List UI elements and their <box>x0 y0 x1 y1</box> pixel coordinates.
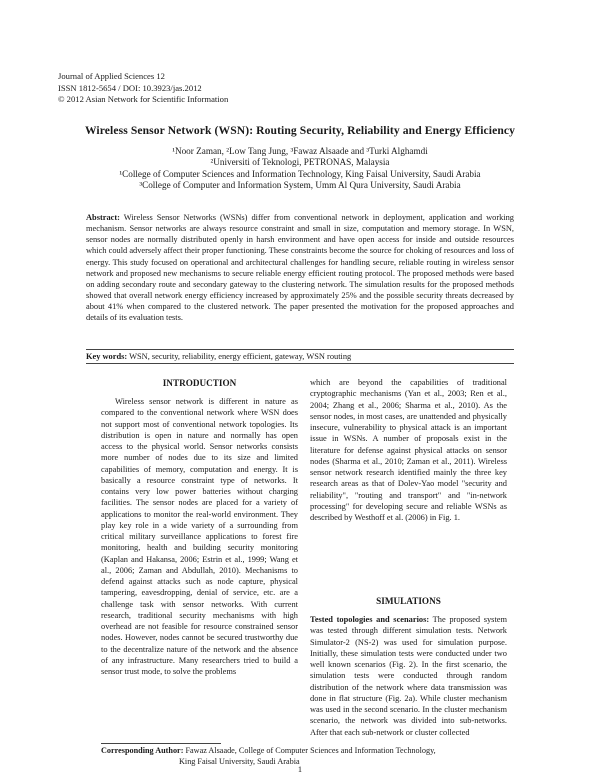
abstract-label: Abstract: <box>86 213 120 222</box>
simulations-text: The proposed system was tested through different simulation tests. Network Simulator-2 (NS-2) was used for simulation purpose. Initially, these simulation tests were conducted under two well known scenarios (Fig. 2). In the first scenario, the simulation tests were conducted through random distribution of the network where data transmission was done in flat structure (Fig. 2a). While cluster mechanism was used in the second scenario. In the cluster mechanism scenario, the network was divided into sub-networks. After that each sub-network or cluster collected <box>310 615 508 737</box>
affiliation-2: ¹College of Computer Sciences and Information Technology, King Faisal University, Saudi Arabia <box>119 168 481 179</box>
author-block <box>40 146 560 191</box>
intro-paragraph: Wireless sensor network is different in nature as compared to the conventional network where WSN does not support most of conventional network topologies. Its distribution is open in nature and normally has open access to the physical world. Sensor networks consists more number of nodes due to its size and limited capabilities of memory, computation and energy. It is basically a resource constraint type of networks. It contains very low power batteries without charging facilities. The sensor nodes are placed for a variety of applications to monitor the real-world environment. They play key role in a wide variety of a surrounding from critical military surveillance applications to forest fire monitoring, health and building security monitoring (Kaplan and Hakansa, 2006; Estrin et al., 1999; Wang et al., 2006; Zaman and Abdullah, 2010). Mechanisms to defend against attacks such as node capture, physical tampering, eavesdropping, denial of service, etc. are a challenge task with sensor networks. With current research, traditional security mechanisms with high overhead are not feasible for resource constrained sensor nodes. However, nodes cannot be secured trustworthy due to the decentralize nature of the network and the absence of any infrastructure. Many researchers tried to build a sensor trust mode, to solve the problems <box>101 397 298 676</box>
page-number: 1 <box>297 765 303 774</box>
keywords-text: WSN, security, reliability, energy efficient, gateway, WSN routing <box>127 352 352 361</box>
footnote-text: Fawaz Alsaade, College of Computer Sciences and Information Technology, <box>183 746 436 755</box>
left-column <box>101 396 298 739</box>
footnote-label: Corresponding Author: <box>101 746 184 755</box>
abstract-text: Wireless Sensor Networks (WSNs) differ from conventional network in deployment, application and working mechanism. Sensor networks are always resource constraint and small in size, computation and memory storage. In WSN, sensor nodes are normally distributed openly in harsh environment and have open access for inside and outside resources which could adversely affect their proper functioning. These constraints become the source for choking of resources and loss of energy. This study focused on operational and architectural challenges for handling secure, reliable routing in wireless sensor network and proposed new mechanisms to secure reliable energy efficient routing protocol. The proposed methods were based on adding secondary route and secondary gateway to the clustering network. The simulation results for the proposed methods showed that overall network energy efficiency increased by approximately 25% and the possible security threats decreased by about 41% when compared to the clustered network. The paper presented the motivation for the proposed approaches and details of its evaluation tests. <box>86 213 514 323</box>
affiliation-1: ²Universiti of Teknologi, PETRONAS, Malaysia <box>210 157 390 168</box>
keywords-top-rule <box>86 349 514 350</box>
author-names: ¹Noor Zaman, ²Low Tang Jung, ³Fawaz Alsaade and ³Turki Alghamdi <box>172 146 428 156</box>
simulations-column <box>310 614 507 739</box>
journal-copyright: © 2012 Asian Network for Scientific Information <box>58 94 229 104</box>
journal-header <box>58 71 228 106</box>
section-heading-simulations: SIMULATIONS <box>376 596 441 606</box>
journal-name: Journal of Applied Sciences 12 <box>58 71 165 81</box>
footnote-address: King Faisal University, Saudi Arabia <box>179 756 300 766</box>
footnote-rule <box>101 743 221 744</box>
section-heading-introduction: INTRODUCTION <box>162 378 237 388</box>
corresponding-author-note <box>101 746 511 767</box>
affiliation-3: ³College of Computer and Information System, Umm Al Qura University, Saudi Arabia <box>139 179 461 190</box>
simulations-paragraph <box>310 614 507 738</box>
simulations-label: Tested topologies and scenarios: <box>310 615 430 624</box>
keywords-label: Key words: <box>86 352 128 361</box>
abstract <box>86 212 514 324</box>
keywords <box>86 352 514 361</box>
keywords-bottom-rule <box>86 363 514 364</box>
right-paragraph-1: which are beyond the capabilities of traditional cryptographic mechanisms (Yan et al., 2003; Ren et al., 2004; Zhang et al., 2006; Sharma et al., 2010). As the sensor nodes, in most cases, are unattended and physically insecure, vulnerability to physical attack is an important issue in WSNs. A number of proposals exist in the literature for defense against physical attacks on sensor nodes (Sharma et al., 2010; Zaman et al., 2011). Wireless sensor network research identified mainly the three key research areas as that of Dolev-Yao model "security and reliability", "routing and transport" and "in-network processing" for developing secure and reliable WSNs as described by Westhoff et al. (2006) in Fig. 1. <box>310 378 507 522</box>
journal-issn: ISSN 1812-5654 / DOI: 10.3923/jas.2012 <box>58 82 202 93</box>
paper-title: Wireless Sensor Network (WSN): Routing Security, Reliability and Energy Efficiency <box>84 124 516 137</box>
